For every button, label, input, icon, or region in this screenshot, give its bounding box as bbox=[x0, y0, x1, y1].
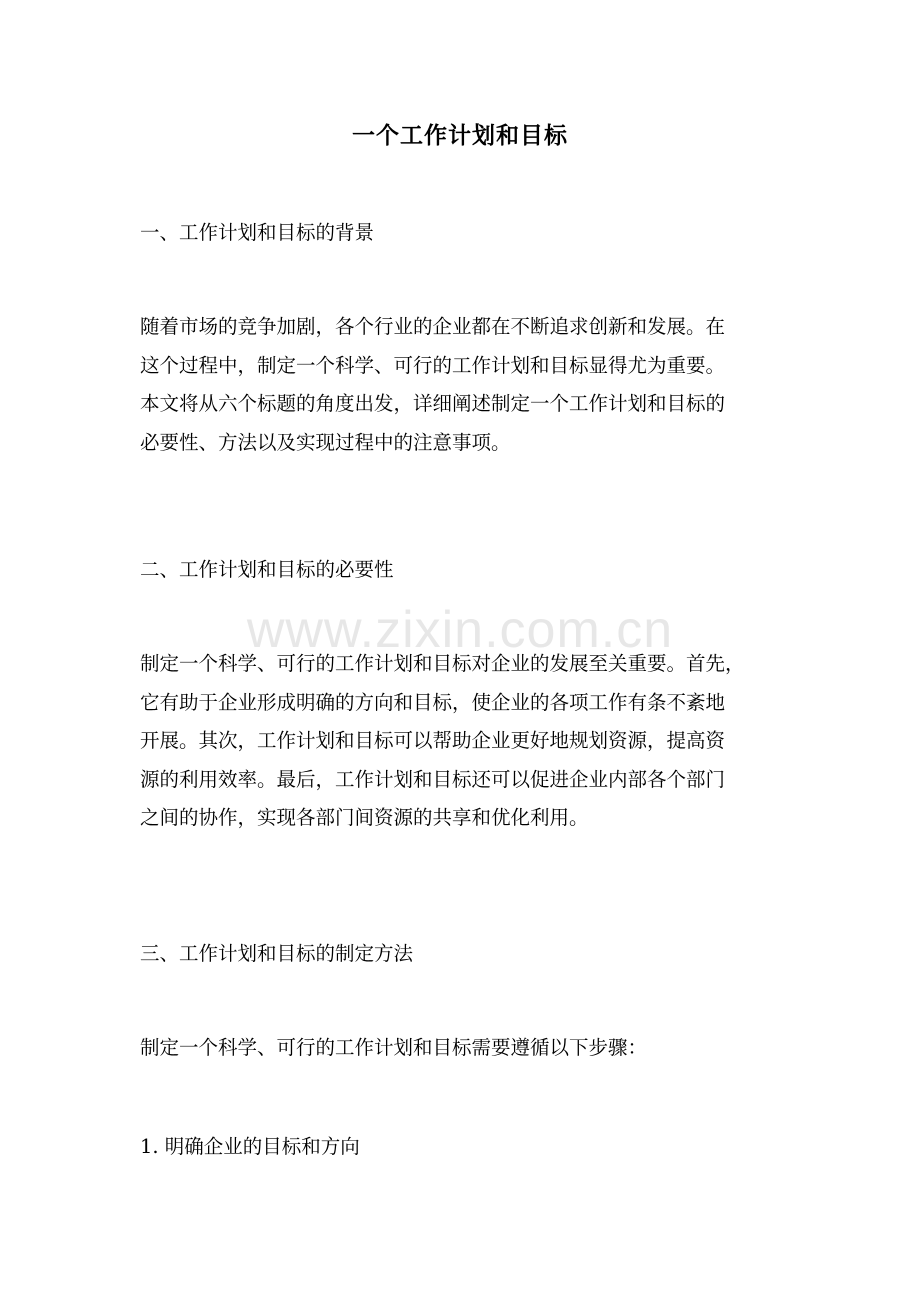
paragraph-line: 制定一个科学、可行的工作计划和目标对企业的发展至关重要。首先， bbox=[140, 652, 745, 675]
paragraph-line: 这个过程中，制定一个科学、可行的工作计划和目标显得尤为重要。 bbox=[140, 353, 726, 377]
paragraph-line: 开展。其次，工作计划和目标可以帮助企业更好地规划资源，提高资 bbox=[140, 729, 726, 753]
watermark-text: www.zixin.com.cn bbox=[246, 601, 674, 659]
section-paragraph-method bbox=[140, 1029, 790, 1068]
section-heading-necessity: 二、工作计划和目标的必要性 bbox=[140, 558, 394, 581]
paragraph-line: 它有助于企业形成明确的方向和目标，使企业的各项工作有条不紊地 bbox=[140, 690, 726, 714]
paragraph-line: 制定一个科学、可行的工作计划和目标需要遵循以下步骤： bbox=[140, 1036, 648, 1059]
section-heading-background: 一、工作计划和目标的背景 bbox=[140, 221, 375, 244]
step-item: 1. 明确企业的目标和方向 bbox=[140, 1135, 360, 1158]
paragraph-line: 源的利用效率。最后，工作计划和目标还可以促进企业内部各个部门 bbox=[140, 767, 726, 791]
paragraph-line: 本文将从六个标题的角度出发，详细阐述制定一个工作计划和目标的 bbox=[140, 392, 726, 416]
paragraph-line: 随着市场的竞争加剧，各个行业的企业都在不断追求创新和发展。在 bbox=[140, 315, 726, 338]
paragraph-line: 之间的协作，实现各部门间资源的共享和优化利用。 bbox=[140, 806, 589, 830]
document-title: 一个工作计划和目标 bbox=[352, 122, 568, 149]
section-paragraph-necessity bbox=[140, 645, 790, 838]
section-heading-method: 三、工作计划和目标的制定方法 bbox=[140, 942, 414, 965]
section-paragraph-background bbox=[140, 308, 790, 462]
paragraph-line: 必要性、方法以及实现过程中的注意事项。 bbox=[140, 430, 511, 454]
